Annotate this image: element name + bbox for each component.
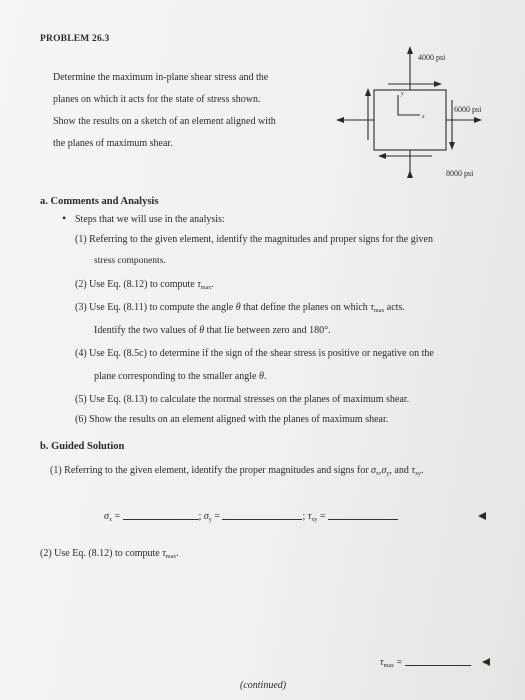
- intro-line-2: planes on which it acts for the state of stress shown.: [53, 94, 261, 105]
- step-4-line-2: plane corresponding to the smaller angle θ.: [94, 371, 267, 382]
- tau-max-blank[interactable]: [405, 656, 471, 666]
- tau-xy-blank[interactable]: [328, 510, 398, 520]
- tau-max-answer: $\tau_{max}$ =: [380, 656, 471, 669]
- step-2: (2) Use Eq. (8.12) to compute $\tau_{max}$.: [75, 279, 214, 291]
- coordinate-axes: [398, 95, 420, 115]
- step-3-line-2: Identify the two values of θ that lie between zero and 180°.: [94, 325, 331, 336]
- answer-row: $\sigma_x$ = ; $\sigma_y$ = ; $\tau_{xy}$ =: [104, 510, 398, 523]
- guided-step-2: (2) Use Eq. (8.12) to compute $\tau_{max}$.: [40, 548, 179, 560]
- step-1-line-1: (1) Referring to the given element, identify the magnitudes and proper signs for the given: [75, 234, 433, 245]
- step-3-line-1: (3) Use Eq. (8.11) to compute the angle θ that define the planes on which $\tau_{max}$ acts.: [75, 302, 405, 314]
- answer-arrow-icon: [478, 512, 486, 520]
- x-axis-label: x: [422, 114, 425, 120]
- steps-intro: Steps that we will use in the analysis:: [75, 214, 225, 225]
- section-b-heading: b. Guided Solution: [40, 441, 125, 452]
- step-1-line-2: stress components.: [94, 256, 166, 266]
- top-stress-label: 4000 psi: [418, 53, 446, 62]
- bottom-stress-label: 8000 psi: [446, 169, 474, 178]
- tau-max-arrow-icon: [482, 658, 490, 666]
- continued-note: (continued): [240, 680, 287, 691]
- problem-title: PROBLEM 26.3: [40, 34, 110, 44]
- step-5: (5) Use Eq. (8.13) to calculate the normal stresses on the planes of maximum shear.: [75, 394, 410, 405]
- element-square: [374, 90, 446, 150]
- sigma-x-blank[interactable]: [123, 510, 199, 520]
- step-4-line-1: (4) Use Eq. (8.5c) to determine if the sign of the shear stress is positive or negative on the: [75, 348, 434, 359]
- section-a-heading: a. Comments and Analysis: [40, 196, 159, 207]
- bullet-point: •: [62, 211, 67, 225]
- stress-element-figure: [330, 40, 510, 180]
- intro-line-4: the planes of maximum shear.: [53, 138, 173, 149]
- intro-line-1: Determine the maximum in-plane shear stress and the: [53, 72, 269, 83]
- right-stress-label: 6000 psi: [454, 105, 482, 114]
- step-6: (6) Show the results on an element aligned with the planes of maximum shear.: [75, 414, 389, 425]
- sigma-y-blank[interactable]: [222, 510, 302, 520]
- y-axis-label: y: [401, 91, 404, 97]
- guided-step-1: (1) Referring to the given element, identify the proper magnitudes and signs for $\sigma_x,\sigma_y$, and $\tau_{xy}$.: [50, 465, 424, 477]
- intro-line-3: Show the results on a sketch of an element aligned with: [53, 116, 276, 127]
